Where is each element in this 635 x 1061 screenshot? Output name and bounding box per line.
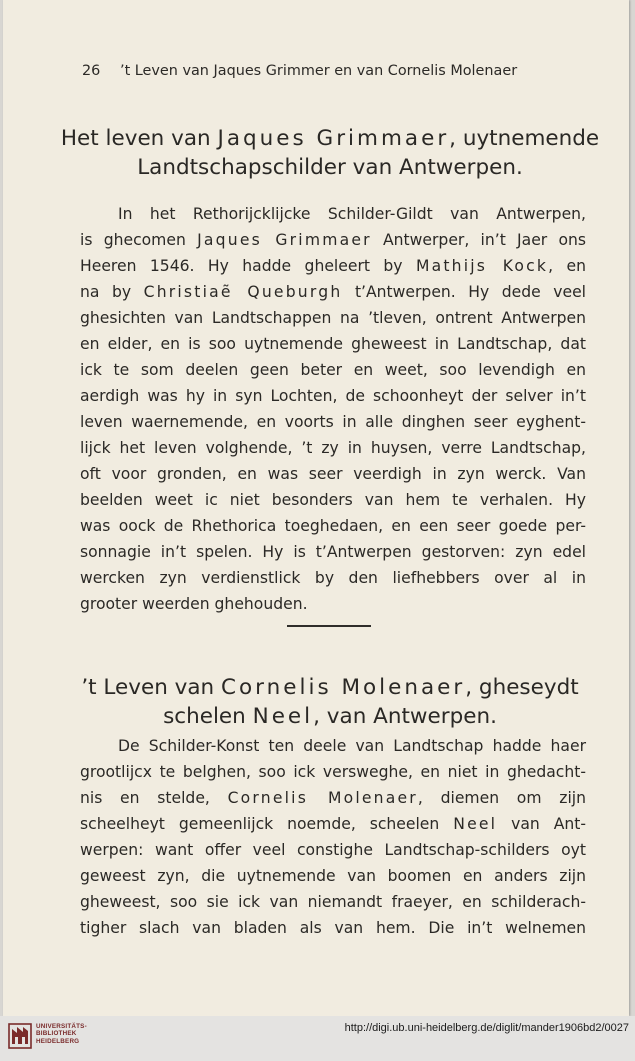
line-text: sonnagie in’t spelen. Hy is t’Antwerpen gestorven: zyn edel bbox=[80, 543, 586, 561]
line-text: aerdigh was hy in syn Lochten, de schoonheyt der selver in’t bbox=[80, 387, 586, 405]
heading-line-1 bbox=[60, 124, 600, 153]
heading-text: Het leven van bbox=[60, 126, 218, 151]
line-text: ghesichten van Landtschappen na ’tleven, ontrent Antwerpen bbox=[80, 309, 586, 327]
spaced-name: Cornelis Molenaer bbox=[227, 789, 418, 807]
text-line bbox=[80, 461, 586, 487]
section-divider bbox=[287, 625, 371, 627]
text-line bbox=[80, 435, 586, 461]
library-name-line: HEIDELBERG bbox=[36, 1037, 80, 1045]
line-text: gheweest, soo sie ick van niemandt fraeyer, en schilderach- bbox=[80, 893, 586, 911]
line-text: en elder, en is soo uytnemende gheweest in Landtschap, dat bbox=[80, 335, 586, 353]
line-text: oft voor gronden, en was seer veerdigh in zyn werck. Van bbox=[80, 465, 586, 483]
text-line bbox=[80, 759, 586, 785]
heading-line-1 bbox=[60, 673, 600, 702]
line-text: De Schilder-Konst ten deele van Landtschap hadde haer bbox=[118, 737, 586, 755]
heading-text: , gheseydt bbox=[465, 675, 579, 700]
heading-spaced-name: Jaques Grimmaer bbox=[217, 126, 450, 151]
library-name bbox=[36, 1023, 87, 1045]
line-text: tigher slach van bladen als van hem. Die in’t welnemen bbox=[80, 919, 586, 937]
text-line bbox=[80, 409, 586, 435]
running-header bbox=[82, 63, 542, 79]
heading-text: , van Antwerpen. bbox=[313, 704, 497, 729]
line-text: leven waernemende, en voorts in alle dinghen seer eyghent- bbox=[80, 413, 586, 431]
heading-text: ’t Leven van bbox=[81, 675, 222, 700]
text-line bbox=[80, 279, 586, 305]
text-line bbox=[80, 227, 586, 253]
text-line bbox=[80, 785, 586, 811]
text-line bbox=[80, 811, 586, 837]
text-line bbox=[80, 863, 586, 889]
permalink-url[interactable]: http://digi.ub.uni-heidelberg.de/diglit/mander1906bd2/0027 bbox=[344, 1022, 629, 1034]
spaced-name: Mathijs Kock bbox=[415, 257, 549, 275]
text-line bbox=[80, 305, 586, 331]
line-text: van Ant- bbox=[497, 815, 587, 833]
line-text: grooter weerden ghehouden. bbox=[80, 595, 308, 613]
line-text: werpen: want offer veel constighe Landtschap-schilders oyt bbox=[80, 841, 586, 859]
line-text: na by bbox=[80, 283, 144, 301]
line-text: scheelheyt gemeenlijck noemde, scheelen bbox=[80, 815, 454, 833]
line-text: geweest zyn, die uytnemende van boomen en anders zijn bbox=[80, 867, 586, 885]
text-line bbox=[80, 201, 586, 227]
line-text: Antwerper, in’t Jaer ons bbox=[371, 231, 586, 249]
heading-spaced-name: Neel bbox=[252, 704, 314, 729]
text-line bbox=[80, 733, 586, 759]
line-text: Heeren 1546. Hy hadde gheleert by bbox=[80, 257, 416, 275]
text-line bbox=[80, 383, 586, 409]
line-text: beelden weet ic niet besonders van hem te verhalen. Hy bbox=[80, 491, 586, 509]
text-line bbox=[80, 565, 586, 591]
line-text: wercken zyn verdienstlick by den liefhebbers over al in bbox=[80, 569, 586, 587]
spaced-name: Christiaẽ Queburgh bbox=[143, 283, 343, 301]
heading-text: schelen bbox=[163, 704, 253, 729]
text-line bbox=[80, 539, 586, 565]
section-heading-molenaer bbox=[60, 673, 600, 731]
text-line bbox=[80, 889, 586, 915]
line-text: ick te som deelen geen beter en weet, soo levendigh en bbox=[80, 361, 586, 379]
line-text: In het Rethorijcklijcke Schilder-Gildt van Antwerpen, bbox=[118, 205, 586, 223]
heading-line-2 bbox=[60, 702, 600, 731]
text-line bbox=[80, 513, 586, 539]
paragraph-grimmaer bbox=[80, 201, 586, 617]
section-heading-grimmaer bbox=[60, 124, 600, 182]
line-text: grootlijcx te belghen, soo ick versweghe, en niet in ghedacht- bbox=[80, 763, 586, 781]
line-text: lijck het leven volghende, ’t zy in huysen, verre Landtschap, bbox=[80, 439, 586, 457]
text-line bbox=[80, 915, 586, 941]
spaced-name: Jaques Grimmaer bbox=[197, 231, 372, 249]
paragraph-molenaer bbox=[80, 733, 586, 941]
line-text: , en bbox=[548, 257, 587, 275]
spaced-name: Neel bbox=[453, 815, 498, 833]
text-line bbox=[80, 487, 586, 513]
text-line bbox=[80, 331, 586, 357]
heading-spaced-name: Cornelis Molenaer bbox=[221, 675, 466, 700]
library-seal-icon bbox=[8, 1023, 32, 1049]
text-line bbox=[80, 253, 586, 279]
text-line bbox=[80, 357, 586, 383]
library-name-line: UNIVERSITÄTS- bbox=[36, 1023, 87, 1030]
running-title: ’t Leven van Jaques Grimmer en van Cornelis Molenaer bbox=[120, 63, 518, 79]
library-name-line: BIBLIOTHEK bbox=[36, 1030, 77, 1038]
line-text: nis en stelde, bbox=[80, 789, 228, 807]
heading-line-2: Landtschapschilder van Antwerpen. bbox=[137, 155, 523, 180]
line-text: is ghecomen bbox=[80, 231, 198, 249]
line-text: , diemen om zijn bbox=[417, 789, 586, 807]
line-text: was oock de Rhethorica toeghedaen, en een seer goede per- bbox=[80, 517, 586, 535]
text-line bbox=[80, 591, 586, 617]
page-number: 26 bbox=[82, 63, 101, 79]
heading-text: , uytnemende bbox=[449, 126, 600, 151]
line-text: t’Antwerpen. Hy dede veel bbox=[342, 283, 587, 301]
text-line bbox=[80, 837, 586, 863]
